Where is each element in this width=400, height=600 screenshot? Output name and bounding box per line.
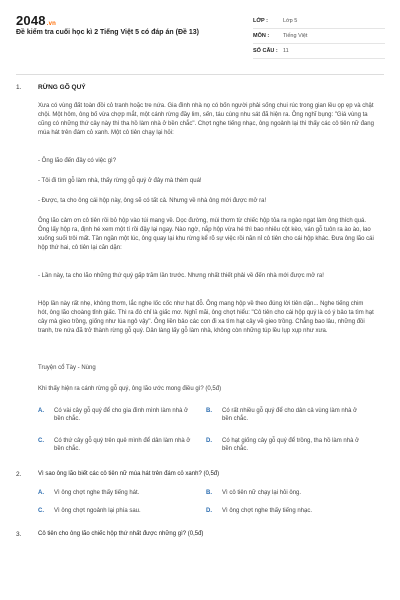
reading-title: RỪNG GÕ QUÝ — [38, 83, 86, 91]
option-text: Vì ông chợt nghe thấy tiếng hát. — [54, 490, 140, 496]
option-letter: C. — [38, 438, 44, 444]
logo-suffix: .vn — [46, 21, 57, 27]
option-text: Có vài cây gỗ quý để cho gia đình mình làm nhà ở bền chắc. — [54, 408, 189, 422]
option-letter: D. — [206, 508, 212, 514]
option-letter: A. — [38, 408, 44, 414]
question-number: 2. — [16, 470, 22, 478]
question-prompt: Khi thấy hiện ra cánh rừng gỗ quý, ông lão ước mong điều gì? (0,5đ) — [38, 386, 222, 392]
option-row — [38, 400, 374, 430]
reading-paragraph: Hộp lần này rất nhẹ, không thơm, lắc nghe lốc cốc như hạt đỗ. Ông mang hộp về theo đúng lời tiên dặn... Nghe tiếng chim hót, ông lão choàng tỉnh giấc. Thì ra đó chỉ là giấc mơ. Nghĩ mãi, ông chợt hiểu: "Cô tiên cho cái hộp quý là có ý bảo ta tìm hạt cây mà gieo trồng, giống như lúa ngô vậy". Ông liền bảo các con đi xa tìm hạt cây về gieo trồng. Chẳng bao lâu, những đồi tranh, tre nứa đã trở thành rừng gỗ quý. Dân làng lấy gỗ làm nhà, không còn những túp lều lụp xụp như xưa. — [38, 301, 374, 334]
reading-paragraph: - Lần này, ta cho lão những thứ quý gấp trăm lần trước. Nhưng nhất thiết phải về đến nhà mới được mở ra! — [38, 273, 324, 279]
page-title: Đề kiểm tra cuối học kì 2 Tiếng Việt 5 có đáp án (Đề 13) — [16, 29, 199, 36]
option-letter: B. — [206, 408, 212, 414]
meta-row-subject — [253, 29, 385, 44]
logo-main: 2048 — [16, 13, 46, 28]
option-letter: C. — [38, 508, 44, 514]
option-a[interactable] — [38, 489, 206, 497]
meta-label: MÔN : — [253, 33, 270, 39]
option-b[interactable] — [206, 407, 374, 423]
option-letter: D. — [206, 438, 212, 444]
option-b[interactable] — [206, 489, 374, 497]
meta-row-count — [253, 44, 385, 59]
question-prompt: Vì sao ông lão biết các cô tiên nữ múa hát trên đám cỏ xanh? (0,5đ) — [38, 471, 220, 477]
option-text: Có hạt giống cây gỗ quý để trồng, tha hồ làm nhà ở bền chắc. — [222, 438, 360, 452]
reading-paragraph: - Được, ta cho ông cái hộp này, ông sẽ có tất cả. Nhưng về nhà ông mới được mở ra! — [38, 198, 267, 204]
option-c[interactable] — [38, 507, 206, 515]
option-letter: B. — [206, 490, 212, 496]
question-number: 1. — [16, 83, 22, 91]
exam-content — [0, 80, 400, 540]
option-text: Có rất nhiều gỗ quý để cho dân cả vùng làm nhà ở bền chắc. — [222, 408, 358, 422]
option-row — [38, 502, 374, 520]
meta-label: LỚP : — [253, 18, 268, 24]
option-text: Vì ông chợt nghe thấy tiếng nhạc. — [222, 508, 312, 514]
option-d[interactable] — [206, 507, 374, 515]
option-row — [38, 430, 374, 460]
option-letter: A. — [38, 490, 44, 496]
question-2-heading — [0, 468, 400, 480]
exam-meta — [253, 14, 385, 59]
reading-heading — [0, 80, 400, 94]
option-c[interactable] — [38, 437, 206, 453]
page-header — [0, 0, 400, 70]
meta-row-class — [253, 14, 385, 29]
option-row — [38, 484, 374, 502]
q2-options — [38, 484, 374, 520]
meta-value: Tiếng Việt — [283, 33, 308, 39]
option-text: Có thứ cây gỗ quý trên quê mình để dân làm nhà ở bền chắc. — [54, 438, 191, 452]
reading-paragraph: - Ông lão đến đây có việc gì? — [38, 158, 117, 164]
option-text: Vì ông chợt ngoảnh lại phía sau. — [54, 508, 141, 514]
meta-label: SỐ CÂU : — [253, 48, 278, 54]
reading-source: Truyện cổ Tày - Nùng — [38, 365, 96, 371]
question-prompt: Cô tiên cho ông lão chiếc hộp thứ nhất được những gì? (0,5đ) — [38, 531, 204, 537]
header-divider — [16, 74, 384, 75]
meta-value: 11 — [283, 48, 289, 54]
q1-options — [38, 400, 374, 460]
reading-paragraph: Xưa có vùng đất toàn đồi cỏ tranh hoặc tre nứa. Gia đình nhà nọ có bốn người phải sống chui rúc trong gian lều ọp ẹp và chật chội. Một hôm, ông bố vừa chợp mắt, một cánh rừng đầy lim, sến, táu cùng nhu sát đã hiện ra. Ông nghĩ bụng: "Giá vùng ta cũng có những thứ cây này thì tha hồ làm nhà ở bền chắc". Chợt nghe tiếng nhạc, ông ngoảnh lại thì thấy các cô tiên nữ đang múa hát trên đám cỏ xanh. Một cô tiên chạy lại hỏi: — [38, 103, 374, 136]
site-logo[interactable] — [16, 13, 56, 28]
question-number: 3. — [16, 530, 22, 538]
question-3-heading — [0, 528, 400, 540]
option-d[interactable] — [206, 437, 374, 453]
meta-value: Lớp 5 — [283, 18, 298, 24]
reading-paragraph: - Tôi đi tìm gỗ làm nhà, thấy rừng gỗ quý ở đây mà thèm quá! — [38, 178, 202, 184]
reading-paragraph: Ông lão cảm ơn cô tiên rồi bỏ hộp vào túi mang về. Dọc đường, mùi thơm từ chiếc hộp tỏa ra ngào ngạt làm ông thích quá. Ông lấy hộp ra, định hé xem một tí rồi đậy lại ngay. Nào ngờ, nắp hộp vừa hé thì bao nhiêu cột kèo, ván gỗ tuôn ra ào ào, lao xuống suối trôi mất. Tần ngần một lúc, ông quay lại khu rừng kể rõ sự việc rồi năn nỉ cô tiên cho cái hộp khác. Đưa ông lão cái hộp thứ hai, cô tiên lại căn dặn: — [38, 218, 374, 251]
option-text: Vì cô tiên nữ chạy lại hỏi ông. — [222, 490, 302, 496]
option-a[interactable] — [38, 407, 206, 423]
